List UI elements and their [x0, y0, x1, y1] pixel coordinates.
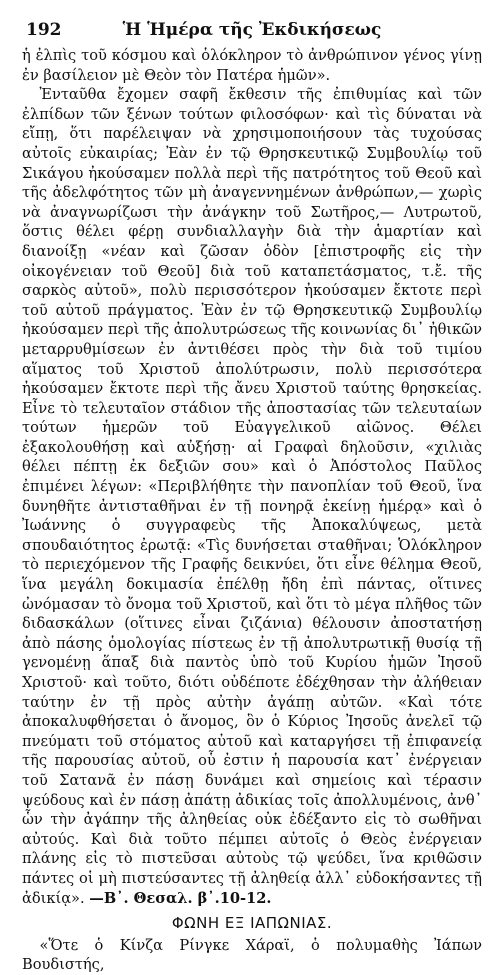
running-title: Ἡ Ἡμέρα τῆς Ἐκδικήσεως: [122, 20, 382, 40]
paragraph-continued: [22, 46, 482, 85]
section-heading: ΦΩΝΗ ΕΞ ΙΑΠΩΝΙΑΣ.: [171, 914, 333, 933]
page-header: [22, 20, 482, 46]
paragraph-text: Ἐνταῦθα ἔχομεν σαφῆ ἔκθεσιν τῆς ἐπιθυμίας καὶ τῶν ἐλπίδων τῶν ξένων τούτων φιλοσόφων· καὶ τὶς δύναται νὰ εἴπῃ, ὅτι παρέλειψαν νὰ χρησιμοποιήσουν τὰς τυχούσας αὐτοῖς εὐκαιρίας; Ἐὰν ἐν τῷ Θρησκευτικῷ Συμβουλίῳ τοῦ Σικάγου ἠκούσαμεν πολλὰ περὶ τῆς πατρότητος τοῦ Θεοῦ καὶ τῆς ἀδελφότητος τῶν μὴ ἀναγεννημένων ἀνθρώπων,— χωρὶς νὰ ἀναγνωρίζωσι τὴν ἀνάγκην τοῦ Σωτῆρος,— Λυτρωτοῦ, ὅστις θέλει φέρῃ συνδιαλλαγὴν διὰ τὴν ἁμαρτίαν καὶ διανοίξῃ «νέαν καὶ ζῶσαν ὁδὸν [ἐπιστροφῆς εἰς τὴν οἰκογένειαν τοῦ Θεοῦ] διὰ τοῦ καταπετάσματος, τ.ἔ. τῆς σαρκὸς αὐτοῦ», πολὺ περισσότερον ἠκούσαμεν ἔκτοτε περὶ τοῦ αὐτοῦ πράγματος. Ἐὰν ἐν τῷ Θρησκευτικῷ Συμβουλίῳ ἠκούσαμεν περὶ τῆς ἀπολυτρώσεως τῆς κοινωνίας δι᾽ ἠθικῶν μεταρρυθμίσεων ἐν ἀντιθέσει πρὸς τὴν διὰ τοῦ τιμίου αἵματος τοῦ Χριστοῦ ἀπολύτρωσιν, πολὺ περισσότερα ἠκούσαμεν ἔκτοτε περὶ τῆς ἄνευ Χριστοῦ ταύτης θρησκείας. Εἶνε τὸ τελευταῖον στάδιον τῆς ἀποστασίας τῶν τελευταίων τούτων ἡμερῶν τοῦ Εὐαγγελικοῦ αἰῶνος. Θέλει ἐξακολουθήσῃ καὶ αὐξήσῃ· αἱ Γραφαὶ δηλοῦσιν, «χιλιὰς θέλει πέπτῃ ἐκ δεξιῶν σου» καὶ ὁ Ἀπόστολος Παῦλος ἐπιμένει λέγων: «Περιβλήθητε τὴν πανοπλίαν τοῦ Θεοῦ, ἵνα δυνηθῆτε ἀντισταθῆναι ἐν τῇ πονηρᾷ ἐκείνῃ ἡμέρᾳ» καὶ ὁ Ἰωάννης ὁ συγγραφεὺς τῆς Ἀποκαλύψεως, μετὰ σπουδαιότητος ἐρωτᾷ: «Τὶς δυνήσεται σταθῆναι; Ὁλόκληρον τὸ περιεχόμενον τῆς Γραφῆς δεικνύει, ὅτι εἶνε θέλημα Θεοῦ, ἵνα μεγάλη δοκιμασία ἐπέλθῃ ἤδη ἐπὶ πάντας, οἵτινες ὠνόμασαν τὸ ὄνομα τοῦ Χριστοῦ, καὶ ὅτι τὸ μέγα πλῆθος τῶν διδασκάλων (οἵτινες εἶναι ζιζάνια) θέλουσιν ἀποστατήσῃ ἀπὸ πάσης ὁμολογίας πίστεως ἐν τῇ ἀπολυτρωτικῇ θυσίᾳ τῇ γενομένῃ ἅπαξ διὰ παντὸς ὑπὸ τοῦ Κυρίου ἡμῶν Ἰησοῦ Χριστοῦ· καὶ τοῦτο, διότι οὐδέποτε ἐδέχθησαν τὴν ἀλήθειαν ταύτην ἐν τῇ πρὸς αὐτὴν ἀγάπῃ αὐτῶν. «Καὶ τότε ἀποκαλυφθήσεται ὁ ἄνομος, ὃν ὁ Κύριος Ἰησοῦς ἀνελεῖ τῷ πνεύματι τοῦ στόματος αὐτοῦ καὶ καταργήσει τῇ ἐπιφανείᾳ τῆς παρουσίας αὐτοῦ, οὗ ἐστιν ἡ παρουσία κατ᾽ ἐνέργειαν τοῦ Σατανᾶ ἐν πάσῃ δυνάμει καὶ σημείοις καὶ τέρασιν ψεύδους καὶ ἐν πάσῃ ἀπάτῃ ἀδικίας τοῖς ἀπολλυμένοις, ἀνθ᾽ ὧν τὴν ἀγάπην τῆς ἀληθείας οὐκ ἐδέξαντο εἰς τὸ σωθῆναι αὐτούς. Καὶ διὰ τοῦτο πέμπει αὐτοῖς ὁ Θεὸς ἐνέργειαν πλάνης εἰς τὸ πιστεῦσαι αὐτοὺς τῷ ψεύδει, ἵνα κριθῶσιν πάντες οἱ μὴ πιστεύσαντες τῇ ἀληθείᾳ ἀλλ᾽ εὐδοκήσαντες τῇ ἀδικίᾳ».: [22, 86, 482, 907]
paragraph-start: [22, 936, 482, 975]
paragraph-text: «Ὅτε ὁ Κίνζα Ρίνγκε Χάραϊ, ὁ πολυμαθὴς Ἰάπων Βουδιστής,: [22, 936, 482, 974]
paragraph: [22, 85, 482, 908]
scripture-reference: —Β᾽. Θεσαλ. β᾽.10-12.: [89, 889, 272, 907]
page-number: 192: [26, 20, 62, 40]
paragraph-text: ἡ ἐλπὶς τοῦ κόσμου καὶ ὁλόκληρον τὸ ἀνθρώπινον γένος γίνῃ ἐν βασίλειον μὲ Θεὸν τὸν Πατέρα ἡμῶν».: [22, 47, 482, 84]
body-text: [22, 46, 482, 975]
